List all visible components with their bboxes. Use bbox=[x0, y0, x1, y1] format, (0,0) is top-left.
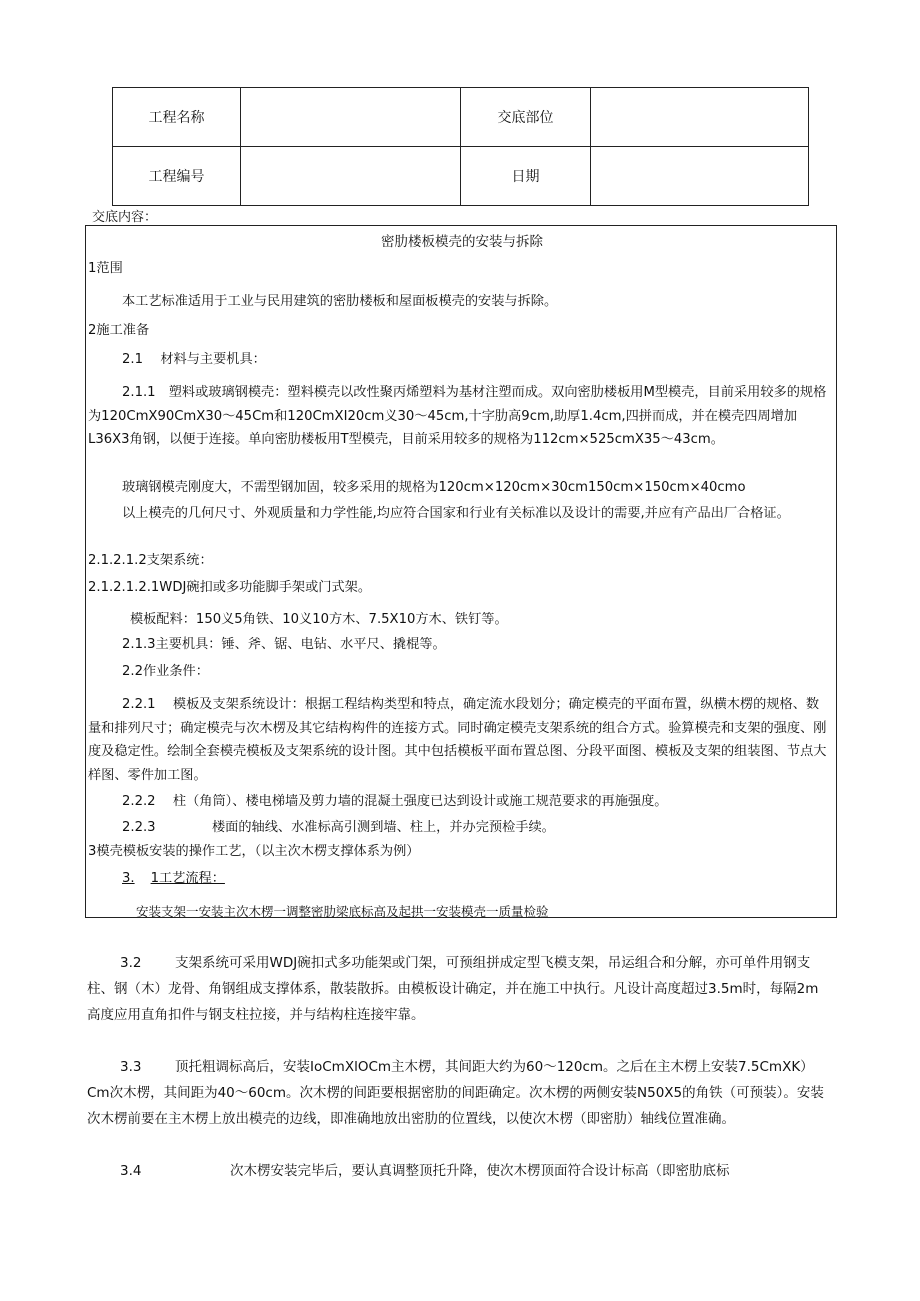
paragraph-number: 3.4 bbox=[120, 1163, 142, 1179]
section-2-2-1: 2.2.1 模板及支架系统设计：根据工程结构类型和特点，确定流水段划分；确定模壳的平面布置，纵横木楞的规格、数量和排列尺寸；确定模壳与次木楞及其它结构构件的连接方式。同时确定模壳支架系统的组合方式。验算模壳和支架的强度、刚度及稳定性。绘制全套模壳模板及支架系统的设计图。其中包括模板平面布置总图、分段平面图、模板及支架的组装图、节点大样图、零件加工图。 bbox=[88, 697, 827, 783]
doc-title: 密肋楼板模壳的安装与拆除 bbox=[381, 234, 543, 250]
section-2-1-2: 2.1.2.1.2支架系统： bbox=[88, 553, 213, 568]
header-table bbox=[112, 87, 809, 206]
section-3-1-number: 3. bbox=[122, 871, 135, 886]
section-3-1 bbox=[122, 867, 225, 891]
formwork-materials: 模板配料：150义5角铁、10义10方木、7.5X10方木、铁钉等。 bbox=[130, 612, 508, 627]
section-2-1: 2.1 材料与主要机具： bbox=[122, 352, 266, 367]
paragraph-number: 3.3 bbox=[120, 1059, 142, 1075]
process-flow: 安装支架一安装主次木楞一调整密肋梁底标高及起拱一安装模壳一质量检验 bbox=[136, 904, 549, 919]
section-2-2-3-text: 楼面的轴线、水准标高引测到墙、柱上，并办完预检手续。 bbox=[212, 820, 555, 835]
content-box bbox=[85, 225, 837, 918]
paragraph-3-3 bbox=[87, 1054, 827, 1132]
header-row bbox=[113, 147, 809, 206]
content-label: 交底内容： bbox=[92, 210, 158, 225]
handover-part-value bbox=[591, 88, 809, 147]
date-value bbox=[591, 147, 809, 206]
paragraph-number: 3.2 bbox=[120, 955, 142, 971]
project-name-value bbox=[241, 88, 461, 147]
section-2-2: 2.2作业条件： bbox=[122, 664, 209, 679]
paragraph-text: 支架系统可采用WDJ碗扣式多功能架或门架，可预组拼成定型飞模支架，吊运组合和分解，亦可单件用钢支柱、钢（木）龙骨、角钢组成支撑体系，散装散拆。由模板设计确定，并在施工中执行。凡设计高度超过3.5m时，每隔2m高度应用直角扣件与钢支柱拉接，并与结构柱连接牢靠。 bbox=[87, 955, 819, 1023]
section-3-1-label: 1工艺流程： bbox=[150, 871, 225, 886]
paragraph-3-4 bbox=[87, 1158, 827, 1184]
paragraph-text: 次木楞安装完毕后，要认真调整顶托升降，使次木楞顶面符合设计标高（即密肋底标 bbox=[230, 1163, 730, 1179]
section-2-heading: 2施工准备 bbox=[88, 323, 150, 338]
section-1-text: 本工艺标准适用于工业与民用建筑的密肋楼板和屋面板模壳的安装与拆除。 bbox=[122, 294, 558, 309]
section-2-1-2-1: 2.1.2.1.2.1WDJ碗扣或多功能脚手架或门式架。 bbox=[88, 580, 372, 595]
section-2-1-1: 2.1.1 塑料或玻璃钢模壳：塑料模壳以改性聚丙烯塑料为基材注塑而成。双向密肋楼板用M型模壳，目前采用较多的规格为120CmX90CmX30～45Cm和120CmXI20cm义30～45cm,十字肋高9cm,助厚1.4cm,四拼而成，并在模壳四周增加L36X3角钢，以便于连接。单向密肋楼板用T型模壳，目前采用较多的规格为112cm×525cmX35～43cm。 bbox=[88, 385, 827, 447]
section-2-2-3-number: 2.2.3 bbox=[122, 820, 156, 835]
section-2-1-1-glass: 玻璃钢模壳刚度大，不需型钢加固，较多采用的规格为120cm×120cm×30cm150cm×150cm×40cmo bbox=[122, 480, 746, 495]
project-number-label: 工程编号 bbox=[113, 147, 241, 206]
project-name-label: 工程名称 bbox=[113, 88, 241, 147]
section-2-1-1-quality: 以上模壳的几何尺寸、外观质量和力学性能,均应符合国家和行业有关标准以及设计的需要,并应有产品出厂合格证。 bbox=[122, 506, 790, 521]
project-number-value bbox=[241, 147, 461, 206]
section-2-1-3: 2.1.3主要机具：锤、斧、锯、电钻、水平尺、撬棍等。 bbox=[122, 637, 446, 652]
section-2-2-2: 2.2.2 柱（角筒）、楼电梯墙及剪力墙的混凝土强度已达到设计或施工规范要求的再施强度。 bbox=[122, 794, 668, 809]
date-label: 日期 bbox=[461, 147, 591, 206]
section-1-heading: 1范围 bbox=[88, 261, 123, 276]
handover-part-label: 交底部位 bbox=[461, 88, 591, 147]
header-row bbox=[113, 88, 809, 147]
paragraph-3-2 bbox=[87, 950, 827, 1028]
paragraph-text: 顶托粗调标高后，安装IoCmXlOCm主木楞，其间距大约为60～120cm。之后在主木楞上安装7.5CmXK）Cm次木楞，其间距为40～60cm。次木楞的间距要根据密肋的间距确定。次木楞的两侧安装N50X5的角铁（可预装）。安装次木楞前要在主木楞上放出模壳的边线，即准确地放出密肋的位置线，以使次木楞（即密肋）轴线位置准确。 bbox=[87, 1059, 824, 1127]
section-3-heading: 3模壳模板安装的操作工艺，（以主次木楞支撑体系为例） bbox=[88, 844, 420, 859]
